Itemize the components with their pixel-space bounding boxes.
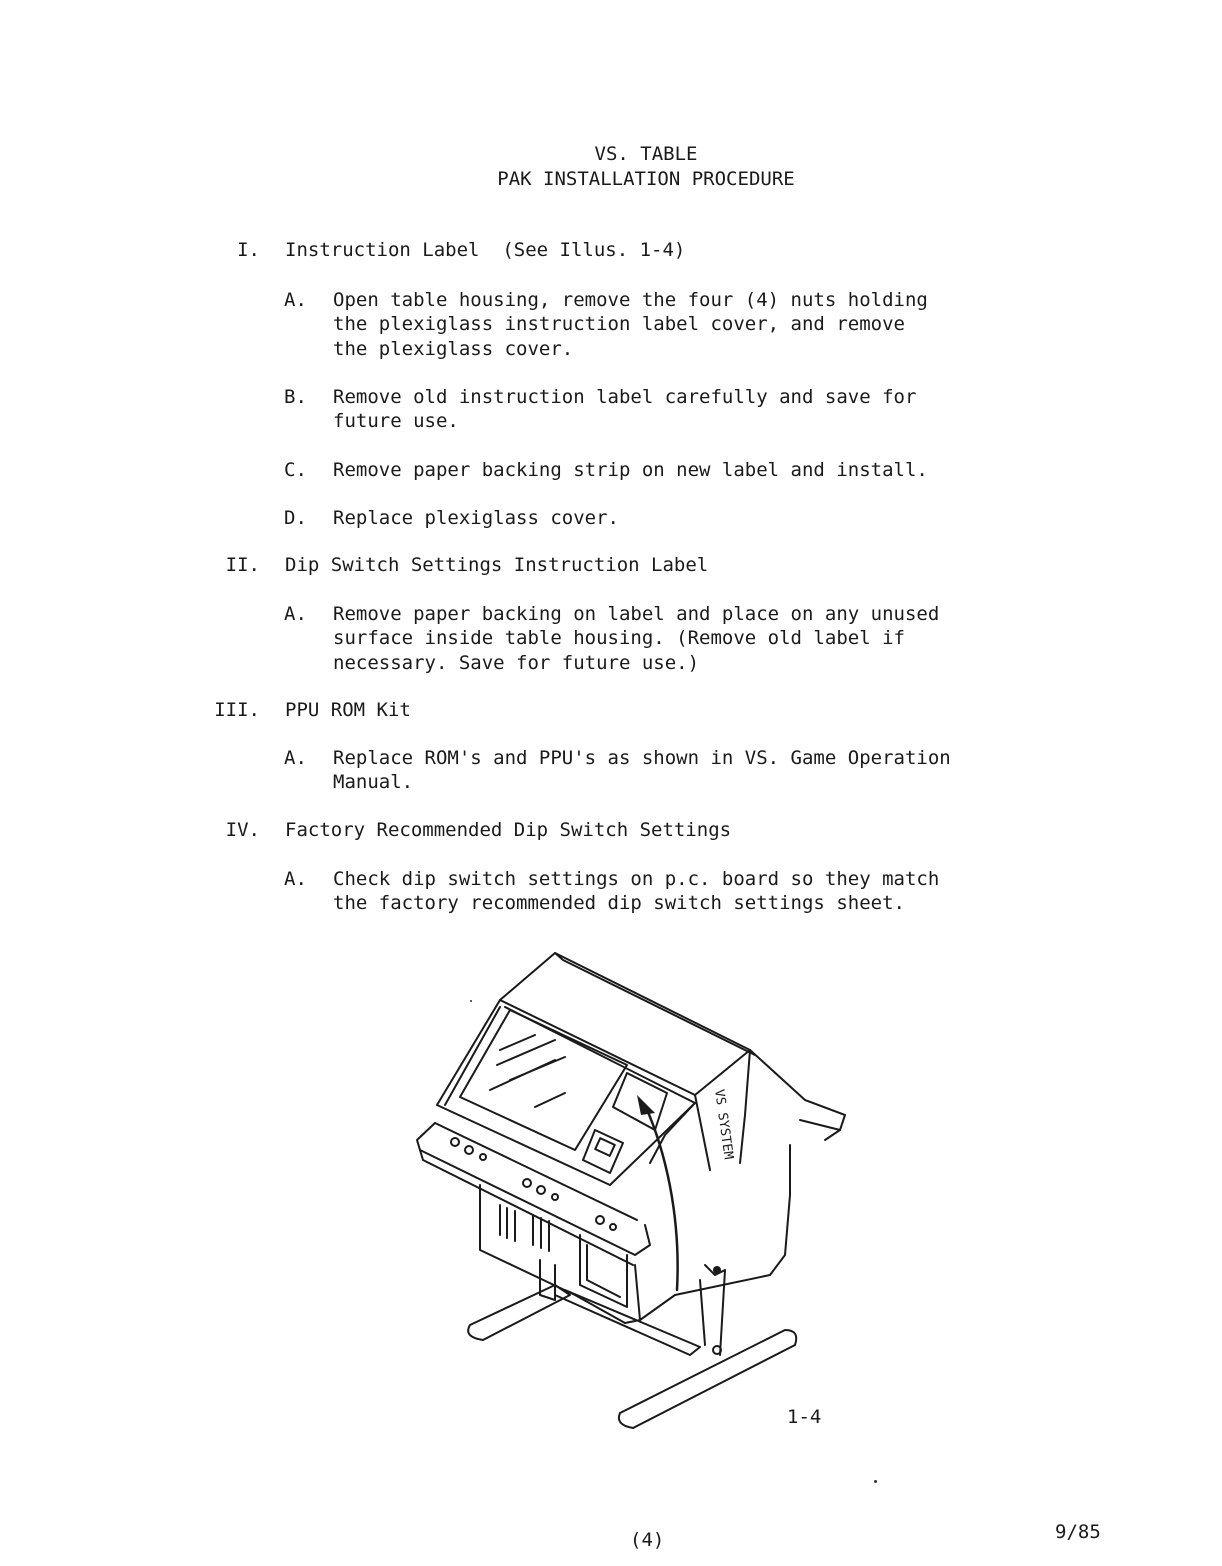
section-heading: Instruction Label (See Illus. 1-4): [285, 239, 686, 261]
vs-table-cabinet-illustration: [405, 945, 855, 1435]
scan-speck: [874, 1480, 877, 1483]
section-numeral: IV.: [225, 819, 260, 841]
item-letter: A.: [284, 747, 307, 769]
illustration-caption: 1-4: [787, 1406, 822, 1428]
section-heading: Factory Recommended Dip Switch Settings: [285, 819, 732, 841]
section-numeral: I.: [237, 239, 260, 261]
item-letter: A.: [284, 603, 307, 625]
document-date: 9/85: [1055, 1521, 1101, 1543]
section-heading: PPU ROM Kit: [285, 699, 411, 721]
item-text: Replace plexiglass cover.: [333, 507, 619, 529]
arrow-head-icon: [637, 1095, 655, 1115]
section-numeral: III.: [214, 699, 260, 721]
scan-speck: [470, 1000, 472, 1002]
item-letter: A.: [284, 289, 307, 311]
section-numeral: II.: [225, 554, 260, 576]
page-number: (4): [630, 1529, 665, 1551]
item-text: Replace ROM's and PPU's as shown in VS. Game Operation Manual.: [333, 747, 951, 794]
item-text: Check dip switch settings on p.c. board so they match the factory recommended dip switch settings sheet.: [333, 868, 940, 915]
item-letter: B.: [284, 386, 307, 408]
document-title: VS. TABLE: [594, 143, 698, 165]
item-text: Open table housing, remove the four (4) nuts holding the plexiglass instruction label cover, and remove the plexiglass cover.: [333, 289, 928, 360]
item-letter: D.: [284, 507, 307, 529]
item-text: Remove paper backing on label and place on any unused surface inside table housing. (Remove old label if necessary. Save for future use.): [333, 603, 940, 674]
side-label: VS SYSTEM: [711, 1088, 736, 1161]
document-subtitle: PAK INSTALLATION PROCEDURE: [497, 168, 795, 190]
item-text: Remove paper backing strip on new label and install.: [333, 459, 928, 481]
item-letter: C.: [284, 459, 307, 481]
item-text: Remove old instruction label carefully and save for future use.: [333, 386, 917, 433]
item-letter: A.: [284, 868, 307, 890]
section-heading: Dip Switch Settings Instruction Label: [285, 554, 709, 576]
